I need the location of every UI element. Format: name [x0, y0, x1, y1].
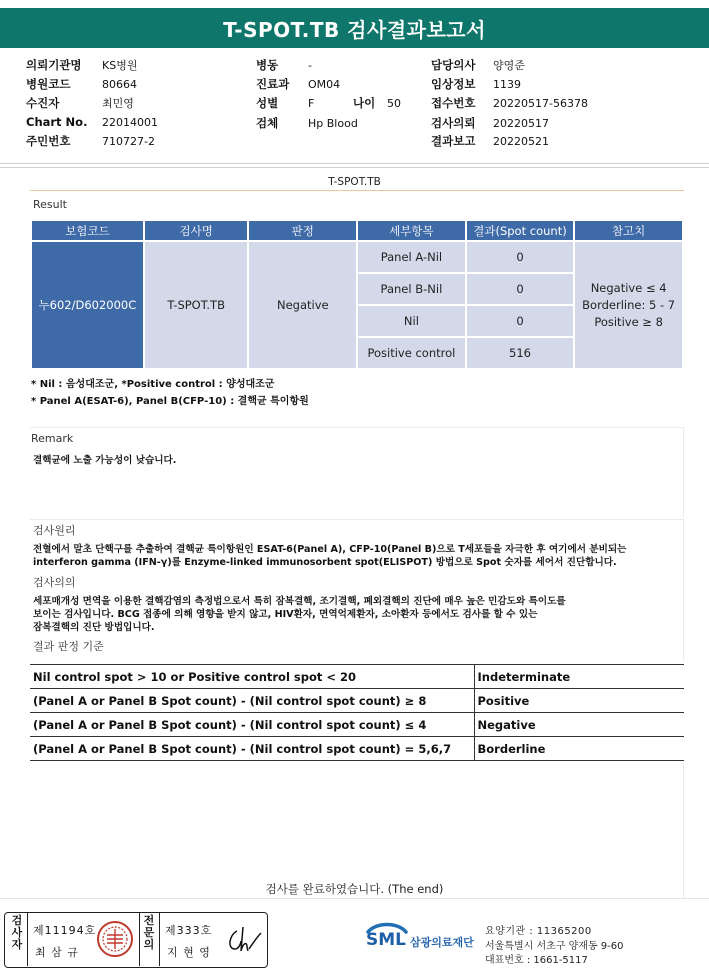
criteria-result: Borderline: [474, 737, 684, 761]
result-value-cell: 0: [466, 273, 575, 305]
significance-line: 보이는 검사입니다. BCG 접종에 의해 영향을 받지 않고, HIV환자, 면역억제환자, 소아환자 등에서도 검사를 할 수 있는: [33, 609, 538, 620]
info-report-date: 결과보고 20220521: [431, 134, 549, 148]
examiner-seal: [95, 919, 135, 959]
reference-cell: [574, 241, 683, 369]
info-request-date: 검사의뢰 20220517: [431, 116, 549, 130]
org-name: 삼광의료재단: [410, 936, 474, 949]
table-row: [30, 713, 684, 737]
criteria-condition: (Panel A or Panel B Spot count) - (Nil control spot count) ≤ 4: [30, 713, 474, 737]
doctor-signature: [223, 923, 263, 957]
detail-item-cell: Panel A-Nil: [357, 241, 466, 273]
report-title: T-SPOT.TB 검사결과보고서: [223, 17, 486, 42]
significance-text: [33, 595, 566, 634]
header-reference: 참고치: [574, 220, 683, 241]
criteria-condition: (Panel A or Panel B Spot count) - (Nil control spot count) ≥ 8: [30, 689, 474, 713]
result-value-cell: 0: [466, 241, 575, 273]
info-specimen: 검체 Hp Blood: [256, 116, 358, 130]
info-resident-no: 주민번호 710727-2: [26, 134, 155, 148]
result-label: Result: [33, 198, 67, 211]
detail-item-cell: Panel B-Nil: [357, 273, 466, 305]
doctor-license: 제333호: [165, 924, 213, 937]
sml-logo: [366, 920, 478, 964]
detail-item-cell: Nil: [357, 305, 466, 337]
insurance-code-cell: 누602/D602000C: [31, 241, 144, 369]
test-name-cell: T-SPOT.TB: [144, 241, 249, 369]
info-sex: 성별 F: [256, 96, 315, 110]
criteria-label: 결과 판정 기준: [33, 640, 104, 653]
result-value-cell: 516: [466, 337, 575, 369]
detail-item-cell: Positive control: [357, 337, 466, 369]
doctor-name: 지 현 영: [167, 946, 211, 959]
sml-logo-text: SML: [366, 930, 406, 950]
judgment-cell: Negative: [248, 241, 357, 369]
reference-borderline: Borderline: 5 - 7: [582, 297, 676, 312]
divider: [139, 913, 140, 966]
lab-code: 요양기관 : 11365200: [485, 926, 592, 937]
criteria-condition: (Panel A or Panel B Spot count) - (Nil control spot count) = 5,6,7: [30, 737, 474, 761]
criteria-result: Positive: [474, 689, 684, 713]
principle-line: interferon gamma (IFN-γ)를 Enzyme-linked immunosorbent spot(ELISPOT) 방법으로 Spot 숫자를 세어서 진단합니다.: [33, 557, 617, 568]
header-judgment: 판정: [248, 220, 357, 241]
info-chart-no: Chart No. 22014001: [26, 115, 158, 129]
examiner-label: 검사자: [11, 914, 23, 951]
remark-label: Remark: [31, 432, 74, 445]
table-row: [30, 665, 684, 689]
info-doctor: 담당의사 양영준: [431, 58, 525, 72]
examiner-name: 최 삼 규: [35, 946, 79, 959]
header-test-name: 검사명: [144, 220, 249, 241]
principle-line: 전혈에서 말초 단핵구를 추출하여 결핵균 특이항원인 ESAT-6(Panel A), CFP-10(Panel B)으로 T세포들을 자극한 후 여기에서 분비되는: [33, 544, 627, 555]
criteria-result: Indeterminate: [474, 665, 684, 689]
remark-text: 결핵균에 노출 가능성이 낮습니다.: [33, 455, 177, 466]
result-value-cell: 0: [466, 305, 575, 337]
description-box: [30, 519, 684, 661]
table-row: [31, 241, 683, 273]
note-panels: * Panel A(ESAT-6), Panel B(CFP-10) : 결핵균 특이항원: [31, 396, 309, 407]
section-underline: [30, 190, 684, 191]
empty-box: [30, 763, 684, 898]
report-title-bar: [0, 8, 709, 48]
principle-text: [33, 543, 626, 569]
significance-line: 세포매개성 면역을 이용한 결핵감염의 측정법으로서 특히 잠복결핵, 조기결핵, 폐외결핵의 진단에 매우 높은 민감도와 특이도를: [33, 596, 566, 607]
reference-positive: Positive ≥ 8: [594, 314, 663, 329]
result-header-row: [31, 220, 683, 241]
signature-box: [4, 912, 268, 968]
reference-negative: Negative ≤ 4: [590, 280, 667, 295]
header-result: 결과(Spot count): [466, 220, 575, 241]
lab-phone: 대표번호 : 1661-5117: [485, 955, 588, 966]
header-separator-2: [0, 167, 709, 168]
examiner-license: 제11194호: [33, 924, 97, 937]
significance-line: 잠복결핵의 진단 방법입니다.: [33, 622, 155, 633]
info-age: 나이 50: [353, 96, 401, 110]
info-department: 진료과 OM04: [256, 77, 341, 91]
info-ward: 병동 -: [256, 58, 312, 72]
result-table: [30, 219, 684, 370]
header-detail-item: 세부항목: [357, 220, 466, 241]
criteria-table: [30, 664, 684, 761]
info-hospital-code: 병원코드 80664: [26, 77, 137, 91]
significance-label: 검사의의: [33, 576, 76, 589]
section-title: T-SPOT.TB: [328, 176, 381, 188]
divider: [27, 913, 28, 966]
lab-address: 서울특별시 서초구 양재동 9-60: [485, 941, 624, 952]
footer-separator: [0, 898, 709, 899]
criteria-condition: Nil control spot > 10 or Positive control spot < 20: [30, 665, 474, 689]
doctor-label: 전문의: [143, 914, 155, 951]
info-clinical: 임상정보 1139: [431, 77, 521, 91]
info-receipt-no: 접수번호 20220517-56378: [431, 96, 588, 110]
criteria-result: Negative: [474, 713, 684, 737]
header-insurance-code: 보험코드: [31, 220, 144, 241]
note-controls: * Nil : 음성대조군, *Positive control : 양성대조군: [31, 379, 275, 390]
info-patient-name: 수진자 최민영: [26, 96, 134, 110]
info-hospital-name: 의뢰기관명 KS병원: [26, 58, 138, 72]
header-separator: [0, 163, 709, 164]
principle-label: 검사원리: [33, 524, 76, 537]
table-row: [30, 737, 684, 761]
remark-box: [30, 427, 684, 517]
table-row: [30, 689, 684, 713]
end-text: 검사를 완료하였습니다. (The end): [265, 882, 444, 896]
divider: [159, 913, 160, 966]
